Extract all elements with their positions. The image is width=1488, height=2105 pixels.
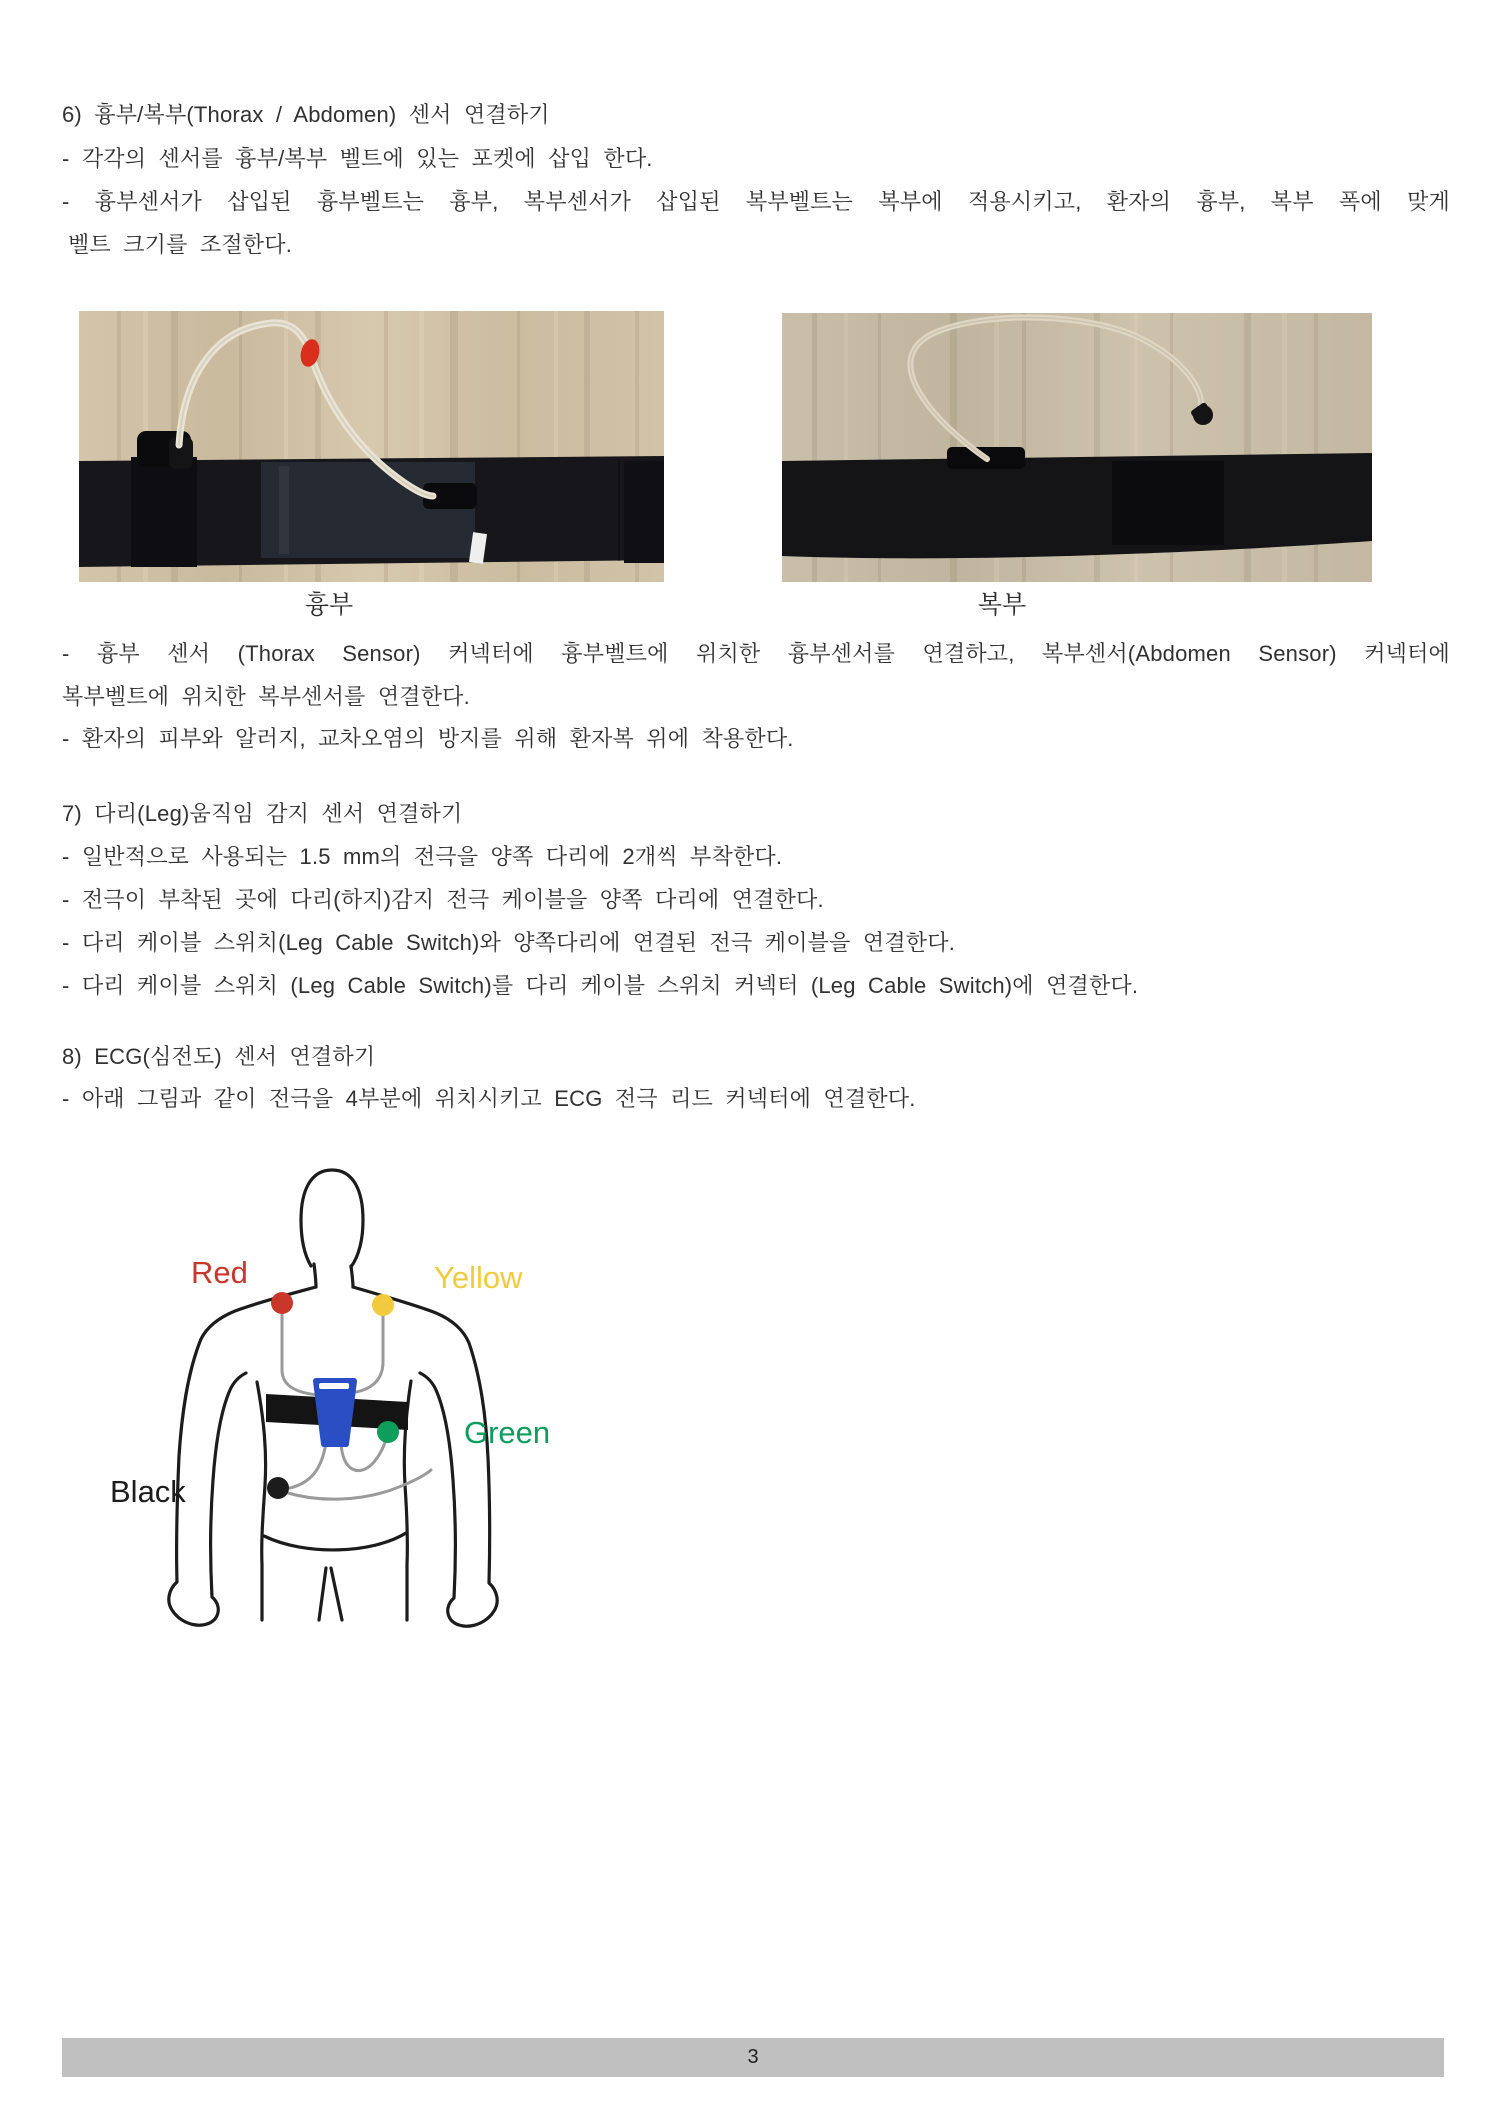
section7-bullet3: - 다리 케이블 스위치(Leg Cable Switch)와 양쪽다리에 연결된 전극 케이블을 연결한다. xyxy=(62,930,956,955)
pocket-sheen xyxy=(279,466,289,554)
photo-caption-thorax: 흉부 xyxy=(304,591,354,619)
abdomen-belt xyxy=(782,453,1372,558)
section6-heading: 6) 흉부/복부(Thorax / Abdomen) 센서 연결하기 xyxy=(62,102,550,127)
section6-bullet2-line1: - 흉부센서가 삽입된 흉부벨트는 흉부, 복부센서가 삽입된 복부벨트는 복부에 적용시키고, 환자의 흉부, 복부 폭에 맞게 xyxy=(62,189,1450,214)
red-electrode-dot xyxy=(271,1292,293,1314)
section8-heading: 8) ECG(심전도) 센서 연결하기 xyxy=(62,1044,376,1069)
green-electrode-label: Green xyxy=(464,1415,551,1450)
section6-bullet2-line2: 벨트 크기를 조절한다. xyxy=(68,232,293,257)
section7-bullet2: - 전극이 부착된 곳에 다리(하지)감지 전극 케이블을 양쪽 다리에 연결한다. xyxy=(62,887,824,912)
yellow-electrode-dot xyxy=(372,1294,394,1316)
black-electrode-label: Black xyxy=(110,1474,186,1509)
belt-left-strap xyxy=(131,457,197,567)
section8-bullet1: - 아래 그림과 같이 전극을 4부분에 위치시키고 ECG 전극 리드 커넥터에 연결한다. xyxy=(62,1086,916,1111)
belt-right-strap xyxy=(624,461,664,563)
ecg-device xyxy=(316,1381,354,1444)
ecg-device-slot xyxy=(319,1383,349,1389)
section7-heading: 7) 다리(Leg)움직임 감지 센서 연결하기 xyxy=(62,801,463,826)
section6-bullet1: - 각각의 센서를 흉부/복부 벨트에 있는 포켓에 삽입 한다. xyxy=(62,146,653,171)
red-electrode-label: Red xyxy=(191,1255,248,1290)
page-number: 3 xyxy=(747,2046,759,2068)
thorax-belt-photo xyxy=(79,311,664,582)
green-electrode-dot xyxy=(377,1421,399,1443)
yellow-electrode-label: Yellow xyxy=(434,1260,523,1295)
abdomen-belt-photo xyxy=(782,313,1372,582)
section6-bullet3-line2: 복부벨트에 위치한 복부센서를 연결한다. xyxy=(62,684,470,709)
section6-bullet4: - 환자의 피부와 알러지, 교차오염의 방지를 위해 환자복 위에 착용한다. xyxy=(62,726,794,751)
belt-velcro-patch xyxy=(1112,461,1224,545)
section7-bullet4: - 다리 케이블 스위치 (Leg Cable Switch)를 다리 케이블 스위치 커넥터 (Leg Cable Switch)에 연결한다. xyxy=(62,973,1139,998)
ecg-placement-diagram xyxy=(60,1140,560,1630)
section7-bullet1: - 일반적으로 사용되는 1.5 mm의 전극을 양쪽 다리에 2개씩 부착한다. xyxy=(62,844,783,869)
belt-center-pocket xyxy=(261,462,475,558)
section6-bullet3-line1: - 흉부 센서 (Thorax Sensor) 커넥터에 흉부벨트에 위치한 흉부센서를 연결하고, 복부센서(Abdomen Sensor) 커넥터에 xyxy=(62,641,1450,666)
photo-caption-abdomen: 복부 xyxy=(977,591,1027,619)
black-electrode-dot xyxy=(267,1477,289,1499)
page-footer-bar xyxy=(62,2038,1444,2077)
